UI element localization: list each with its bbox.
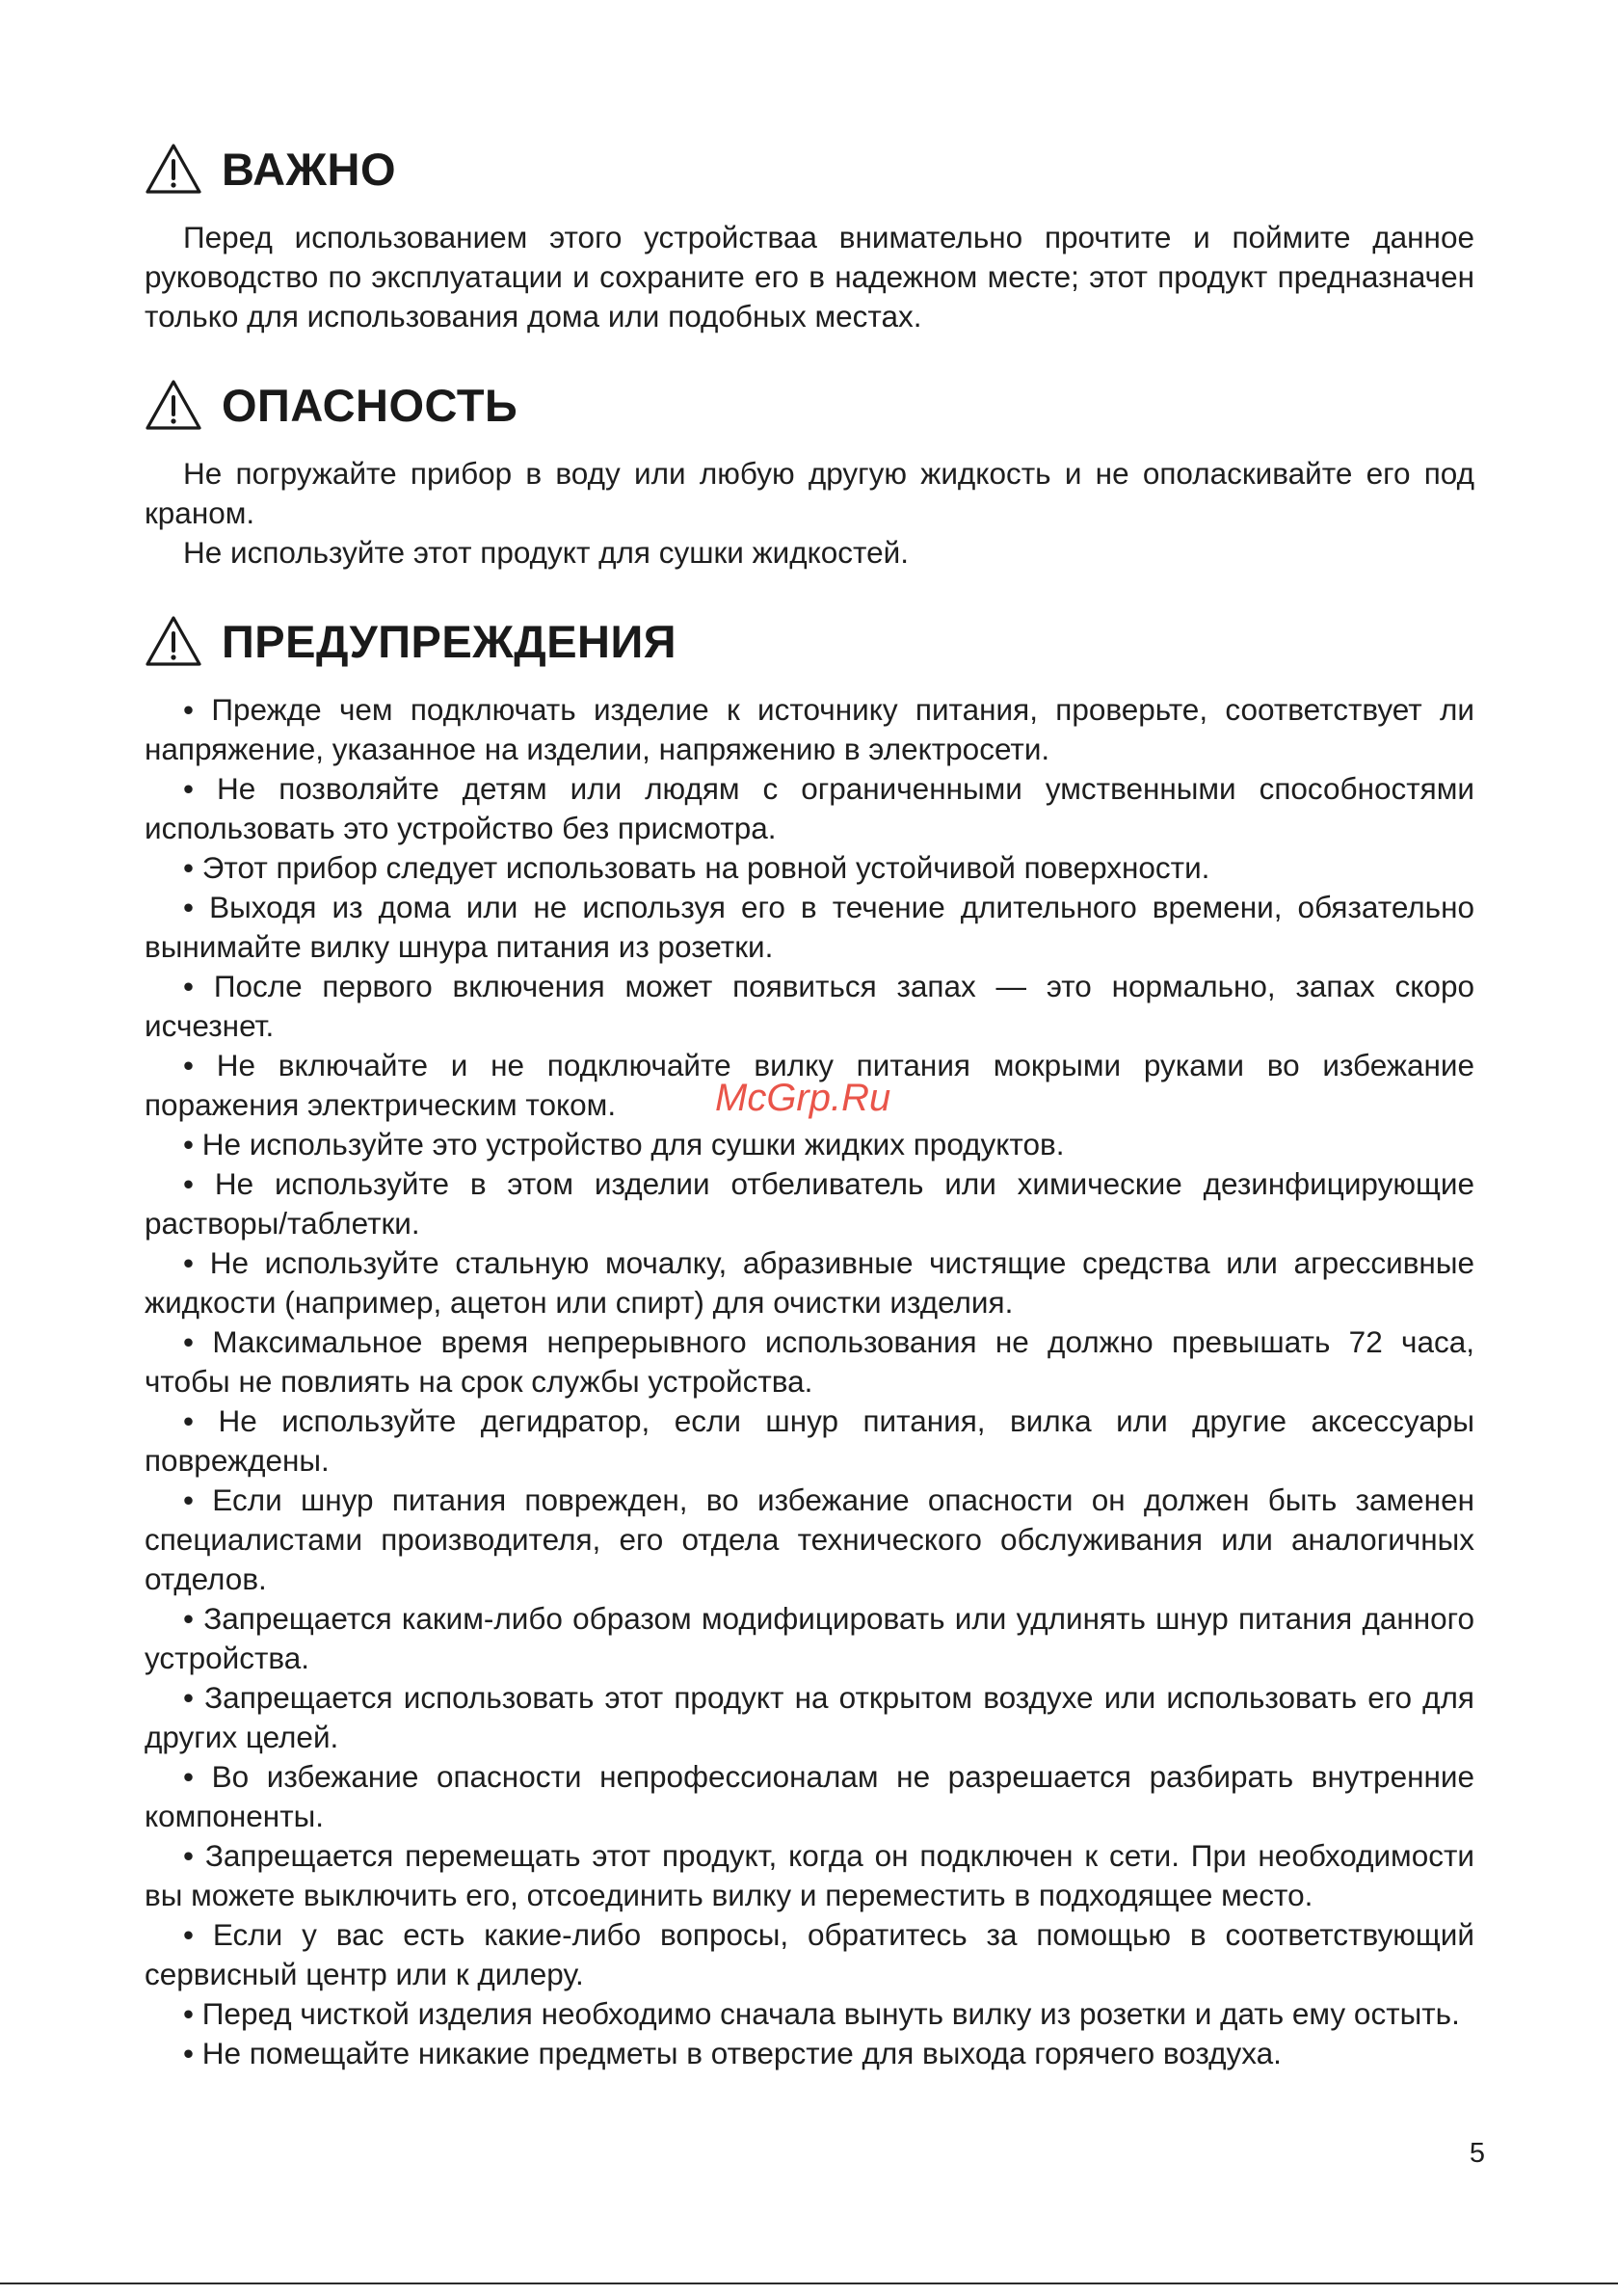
paragraph: Не погружайте прибор в воду или любую другую жидкость и не ополаскивайте его под краном. bbox=[145, 456, 1474, 530]
warning-item: • После первого включения может появиться запах — это нормально, запах скоро исчезнет. bbox=[145, 969, 1474, 1043]
warning-item: • Не позволяйте детям или людям с ограниченными умственными способностями использовать это устройство без присмотра. bbox=[145, 771, 1474, 845]
section-title: ПРЕДУПРЕЖДЕНИЯ bbox=[222, 615, 677, 667]
section-title: ОПАСНОСТЬ bbox=[222, 379, 518, 431]
warning-item: • Не помещайте никакие предметы в отверстие для выхода горячего воздуха. bbox=[183, 2036, 1282, 2070]
section-important bbox=[145, 125, 1474, 336]
warning-triangle-icon bbox=[145, 143, 202, 195]
warning-item: • Если у вас есть какие-либо вопросы, обратитесь за помощью в соответствующий сервисный центр или к дилеру. bbox=[145, 1917, 1474, 1991]
section-warnings bbox=[145, 598, 1474, 2073]
warning-item: • Запрещается перемещать этот продукт, когда он подключен к сети. При необходимости вы можете выключить его, отсоединить вилку и переместить в подходящее место. bbox=[145, 1838, 1474, 1912]
section-heading bbox=[145, 125, 1474, 212]
warning-item: • Во избежание опасности непрофессионалам не разрешается разбирать внутренние компоненты. bbox=[145, 1759, 1474, 1833]
warning-item: • Максимальное время непрерывного использования не должно превышать 72 часа, чтобы не повлиять на срок службы устройства. bbox=[145, 1324, 1474, 1399]
warning-item: • Прежде чем подключать изделие к источнику питания, проверьте, соответствует ли напряжение, указанное на изделии, напряжению в электросети. bbox=[145, 692, 1474, 766]
warning-item: • Не используйте стальную мочалку, абразивные чистящие средства или агрессивные жидкости (например, ацетон или спирт) для очистки изделия. bbox=[145, 1245, 1474, 1320]
warning-item: • Выходя из дома или не используя его в течение длительного времени, обязательно вынимайте вилку шнура питания из розетки. bbox=[145, 890, 1474, 964]
paragraph: Не используйте этот продукт для сушки жидкостей. bbox=[183, 535, 909, 570]
warning-item: • Не используйте это устройство для сушки жидких продуктов. bbox=[183, 1127, 1065, 1161]
warning-item: • Не используйте в этом изделии отбеливатель или химические дезинфицирующие растворы/таблетки. bbox=[145, 1166, 1474, 1241]
watermark: McGrp.Ru bbox=[715, 1077, 891, 1119]
warning-item: • Не используйте дегидратор, если шнур питания, вилка или другие аксессуары повреждены. bbox=[145, 1403, 1474, 1478]
section-heading bbox=[145, 361, 1474, 448]
bottom-divider bbox=[0, 2283, 1618, 2284]
section-title: ВАЖНО bbox=[222, 143, 397, 195]
warning-item: • Запрещается использовать этот продукт на открытом воздухе или использовать его для других целей. bbox=[145, 1680, 1474, 1754]
warning-triangle-icon bbox=[145, 379, 202, 431]
section-heading bbox=[145, 598, 1474, 684]
warning-item: • Если шнур питания поврежден, во избежание опасности он должен быть заменен специалистами производителя, его отдела технического обслуживания или аналогичных отделов. bbox=[145, 1482, 1474, 1596]
warning-triangle-icon bbox=[145, 615, 202, 667]
page-number: 5 bbox=[1469, 2138, 1485, 2169]
section-danger bbox=[145, 361, 1474, 573]
warning-item: • Не включайте и не подключайте вилку питания мокрыми руками во избежание поражения электрическим током. bbox=[145, 1048, 1474, 1122]
warning-item: • Перед чисткой изделия необходимо сначала вынуть вилку из розетки и дать ему остыть. bbox=[183, 1996, 1460, 2031]
warning-item: • Этот прибор следует использовать на ровной устойчивой поверхности. bbox=[183, 850, 1210, 885]
warning-item: • Запрещается каким-либо образом модифицировать или удлинять шнур питания данного устройства. bbox=[145, 1601, 1474, 1675]
paragraph: Перед использованием этого устройстваа внимательно прочтите и поймите данное руководство по эксплуатации и сохраните его в надежном месте; этот продукт предназначен только для использования дома или подобных местах. bbox=[145, 220, 1474, 334]
